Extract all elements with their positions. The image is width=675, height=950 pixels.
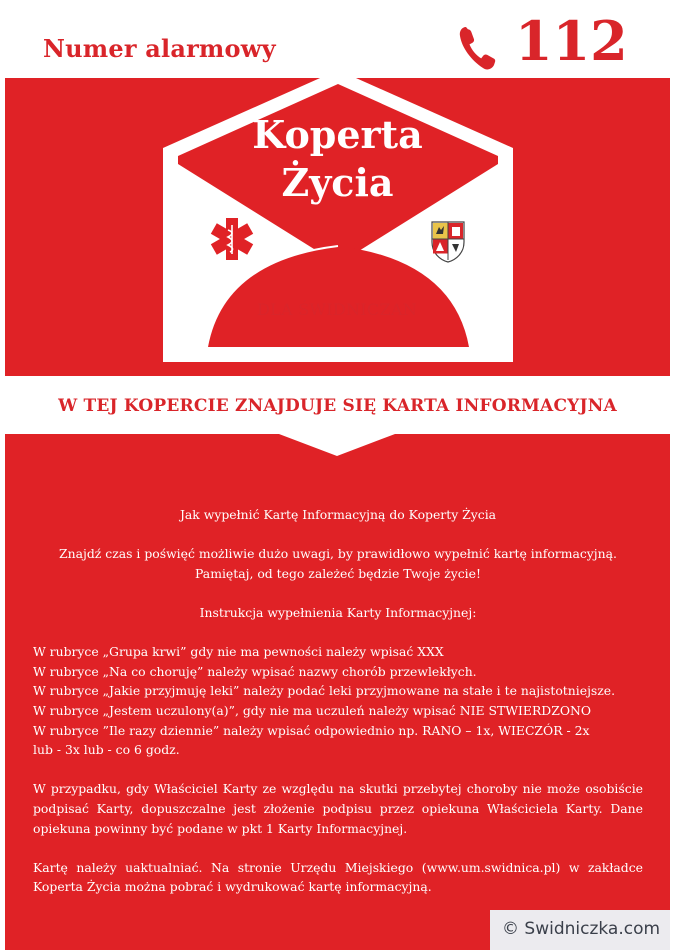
star-of-life-icon bbox=[209, 216, 255, 262]
instructions-heading: Jak wypełnić Kartę Informacyjną do Koperty Życia bbox=[179, 507, 497, 522]
leaflet-page bbox=[5, 0, 670, 950]
intro-line-1: Znajdź czas i poświęć możliwie dużo uwagi, by prawidłowo wypełnić kartę informacyjną. bbox=[59, 546, 617, 562]
update-paragraph: Kartę należy uaktualniać. Na stronie Urzędu Miejskiego (www.um.swidnica.pl) w zakładce Koperta Życia można pobrać i wydrukować kartę informacyjną. bbox=[33, 859, 643, 895]
watermark-text: © Swidniczka.com bbox=[502, 919, 661, 939]
title-zycia: Życia bbox=[281, 160, 394, 205]
notice-band-text: W TEJ KOPERCIE ZNAJDUJE SIĘ KARTA INFORMACYJNA bbox=[58, 396, 617, 416]
rule-line: W rubryce „Na co choruję” należy wpisać nazwy chorób przewlekłych. bbox=[33, 663, 477, 679]
subtitle-dla-swidniczan: DLA ŚWIDNICZAN bbox=[256, 300, 418, 319]
watermark bbox=[490, 910, 670, 950]
rule-line: lub - 3x lub - co 6 godz. bbox=[33, 742, 180, 758]
rule-line: W rubryce ”Ile razy dziennie” należy wpisać odpowiednio np. RANO – 1x, WIECZÓR - 2x bbox=[33, 722, 590, 738]
title-koperta: Koperta bbox=[252, 112, 423, 157]
coat-of-arms-icon bbox=[428, 218, 468, 264]
instructions-content bbox=[33, 505, 643, 897]
notice-band bbox=[5, 376, 670, 458]
rule-line: W rubryce „Jestem uczulony(a)”, gdy nie ma uczuleń należy wpisać NIE STWIERDZONO bbox=[33, 702, 591, 718]
signature-paragraph: W przypadku, gdy Właściciel Karty ze względu na skutki przebytej choroby nie może osobiście podpisać Karty, dopuszczalne jest złożenie podpisu przez opiekuna Właściciela Karty. Dane opiekuna powinny być podane w pkt 1 Karty Informacyjnej. bbox=[33, 781, 643, 836]
intro-line-2: Pamiętaj, od tego zależeć będzie Twoje życie! bbox=[195, 565, 481, 581]
rule-line: W rubryce „Jakie przyjmuję leki” należy podać leki przyjmowane na stałe i te najistotniejsze. bbox=[33, 683, 616, 699]
alarm-label: Numer alarmowy bbox=[43, 34, 276, 63]
rule-line: W rubryce „Grupa krwi” gdy nie ma pewności należy wpisać XXX bbox=[33, 644, 444, 660]
alarm-number: 112 bbox=[515, 9, 628, 73]
instruction-subheading: Instrukcja wypełnienia Karty Informacyjnej: bbox=[199, 604, 477, 620]
